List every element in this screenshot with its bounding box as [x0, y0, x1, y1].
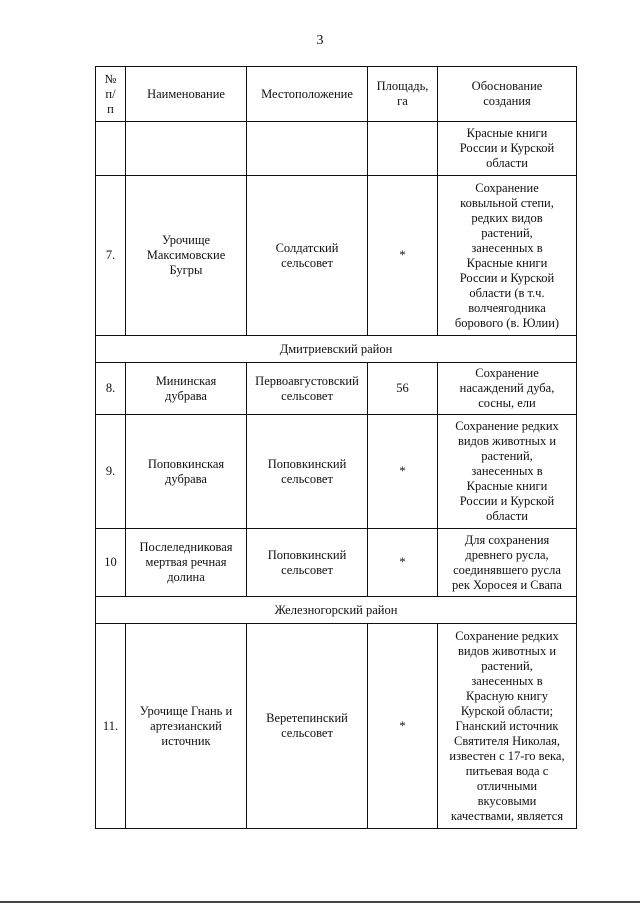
cell-name-line: Максимовские: [146, 248, 226, 262]
cell-basis-line: растений,: [481, 658, 533, 673]
cell-name: [126, 122, 247, 176]
cell-name-line: Бугры: [169, 263, 203, 277]
cell-basis-line: Для сохранения: [464, 532, 550, 547]
header-location: Местоположение: [247, 67, 368, 122]
cell-basis-line: занесенных в: [471, 673, 543, 688]
cell-location-line: сельсовет: [281, 726, 333, 740]
cell-basis: [438, 122, 577, 176]
cell-basis-line: редких видов: [471, 210, 543, 225]
cell-basis: [438, 363, 577, 415]
cell-name: [126, 176, 247, 336]
cell-basis-line: вкусовыми: [477, 793, 537, 808]
cell-basis: [438, 624, 577, 829]
header-area-line: га: [397, 94, 408, 108]
cell-name-line: Мининская: [155, 373, 217, 388]
table-row: [96, 363, 577, 415]
header-num-line: п: [107, 101, 114, 116]
region-label: Дмитриевский район: [96, 336, 577, 363]
cell-basis-line: борового (в. Юлии): [454, 315, 560, 330]
region-row: [96, 597, 577, 624]
cell-name: [126, 624, 247, 829]
cell-basis-line: рек Хоросея и Свапа: [452, 577, 562, 592]
cell-basis-line: ковыльной степи,: [460, 195, 554, 210]
cell-basis-line: Курской области;: [460, 703, 554, 718]
cell-area: *: [368, 415, 438, 529]
cell-basis-line: Красные книги: [466, 255, 548, 270]
cell-basis-line: растений,: [481, 449, 533, 463]
header-basis-line: Обоснование: [471, 79, 543, 93]
header-basis-line: создания: [483, 94, 531, 108]
cell-name: [126, 529, 247, 597]
cell-basis-line: сосны, ели: [478, 396, 536, 410]
cell-basis-line: соединявшего русла: [453, 562, 561, 577]
header-name: Наименование: [126, 67, 247, 122]
cell-basis-line: области: [486, 509, 528, 523]
table-row: [96, 122, 577, 176]
cell-name-line: дубрава: [165, 388, 207, 403]
cell-location: [247, 122, 368, 176]
header-num: [96, 67, 126, 122]
cell-basis-line: Сохранение: [475, 180, 539, 195]
cell-location-line: Поповкинский: [267, 547, 347, 562]
header-area: [368, 67, 438, 122]
cell-basis-line: Красные книги: [466, 126, 548, 140]
cell-location: [247, 529, 368, 597]
cell-location: [247, 415, 368, 529]
cell-name-line: источник: [161, 733, 211, 748]
cell-num: [96, 122, 126, 176]
cell-basis-line: видов животных и: [457, 643, 557, 658]
cell-basis-line: России и Курской: [459, 141, 555, 155]
cell-location-line: сельсовет: [281, 388, 333, 403]
cell-num: 9.: [96, 415, 126, 529]
cell-name-line: Поповкинская: [147, 456, 225, 471]
cell-basis-line: области: [486, 156, 528, 170]
region-row: [96, 336, 577, 363]
cell-basis-line: видов животных и: [457, 434, 557, 448]
cell-basis-line: Гнанский источник: [455, 718, 559, 733]
region-label: Железногорский район: [96, 597, 577, 624]
cell-basis: [438, 529, 577, 597]
cell-basis-line: растений,: [481, 225, 533, 240]
table-row: [96, 624, 577, 829]
cell-basis-line: Сохранение: [475, 366, 539, 380]
cell-location-line: Солдатский: [275, 240, 339, 255]
scan-edge-line: [0, 901, 640, 903]
cell-basis-line: волчеягодника: [468, 300, 546, 315]
cell-area: 56: [368, 363, 438, 415]
cell-basis-line: питьевая вода с: [465, 763, 549, 778]
page-number: 3: [316, 33, 324, 48]
cell-basis-line: Красную книгу: [466, 688, 548, 703]
cell-location-line: Первоавгустовский: [255, 373, 359, 388]
cell-basis: [438, 176, 577, 336]
cell-location: [247, 176, 368, 336]
table-row: [96, 529, 577, 597]
cell-num: 10: [96, 529, 126, 597]
cell-basis-line: известен с 17-го века,: [449, 748, 565, 763]
cell-basis-line: России и Курской: [459, 270, 555, 285]
header-area-line: Площадь,: [376, 79, 429, 93]
cell-area: *: [368, 624, 438, 829]
table-body: [96, 122, 577, 829]
reserves-table: [95, 66, 577, 829]
cell-location: [247, 363, 368, 415]
cell-location-line: сельсовет: [281, 562, 333, 577]
cell-area: [368, 122, 438, 176]
cell-location-line: сельсовет: [281, 471, 333, 486]
cell-location-line: Веретепинский: [266, 711, 348, 725]
cell-basis-line: насаждений дуба,: [459, 381, 555, 395]
cell-location-line: сельсовет: [281, 255, 333, 270]
cell-name: [126, 363, 247, 415]
header-num-line: п/: [105, 86, 116, 101]
cell-name-line: долина: [167, 570, 205, 584]
cell-basis-line: занесенных в: [471, 240, 543, 255]
cell-num: 11.: [96, 624, 126, 829]
cell-location-line: Поповкинский: [267, 456, 347, 471]
cell-name-line: дубрава: [165, 471, 207, 486]
header-num-line: №: [104, 71, 117, 86]
cell-basis-line: России и Курской: [459, 494, 555, 508]
cell-basis-line: древнего русла,: [465, 547, 549, 562]
cell-name-line: Послеледниковая: [139, 540, 233, 554]
cell-num: 8.: [96, 363, 126, 415]
cell-area: *: [368, 176, 438, 336]
cell-name: [126, 415, 247, 529]
cell-name-line: артезианский: [150, 718, 222, 733]
cell-basis: [438, 415, 577, 529]
table-header-row: [96, 67, 577, 122]
cell-num: 7.: [96, 176, 126, 336]
table-row: [96, 415, 577, 529]
cell-basis-line: занесенных в: [471, 464, 543, 478]
cell-location: [247, 624, 368, 829]
cell-basis-line: Красные книги: [466, 479, 548, 493]
cell-area: *: [368, 529, 438, 597]
cell-basis-line: качествами, является: [450, 808, 564, 823]
table-row: [96, 176, 577, 336]
cell-basis-line: отличными: [476, 778, 538, 793]
cell-basis-line: Сохранение редких: [455, 628, 559, 643]
cell-name-line: Урочище Гнань и: [139, 703, 233, 718]
cell-basis-line: области (в т.ч.: [469, 285, 545, 300]
header-basis: [438, 67, 577, 122]
cell-basis-line: Святителя Николая,: [454, 733, 560, 748]
cell-basis-line: Сохранение редких: [455, 419, 559, 433]
cell-name-line: Урочище: [161, 233, 211, 247]
cell-name-line: мертвая речная: [145, 555, 227, 569]
